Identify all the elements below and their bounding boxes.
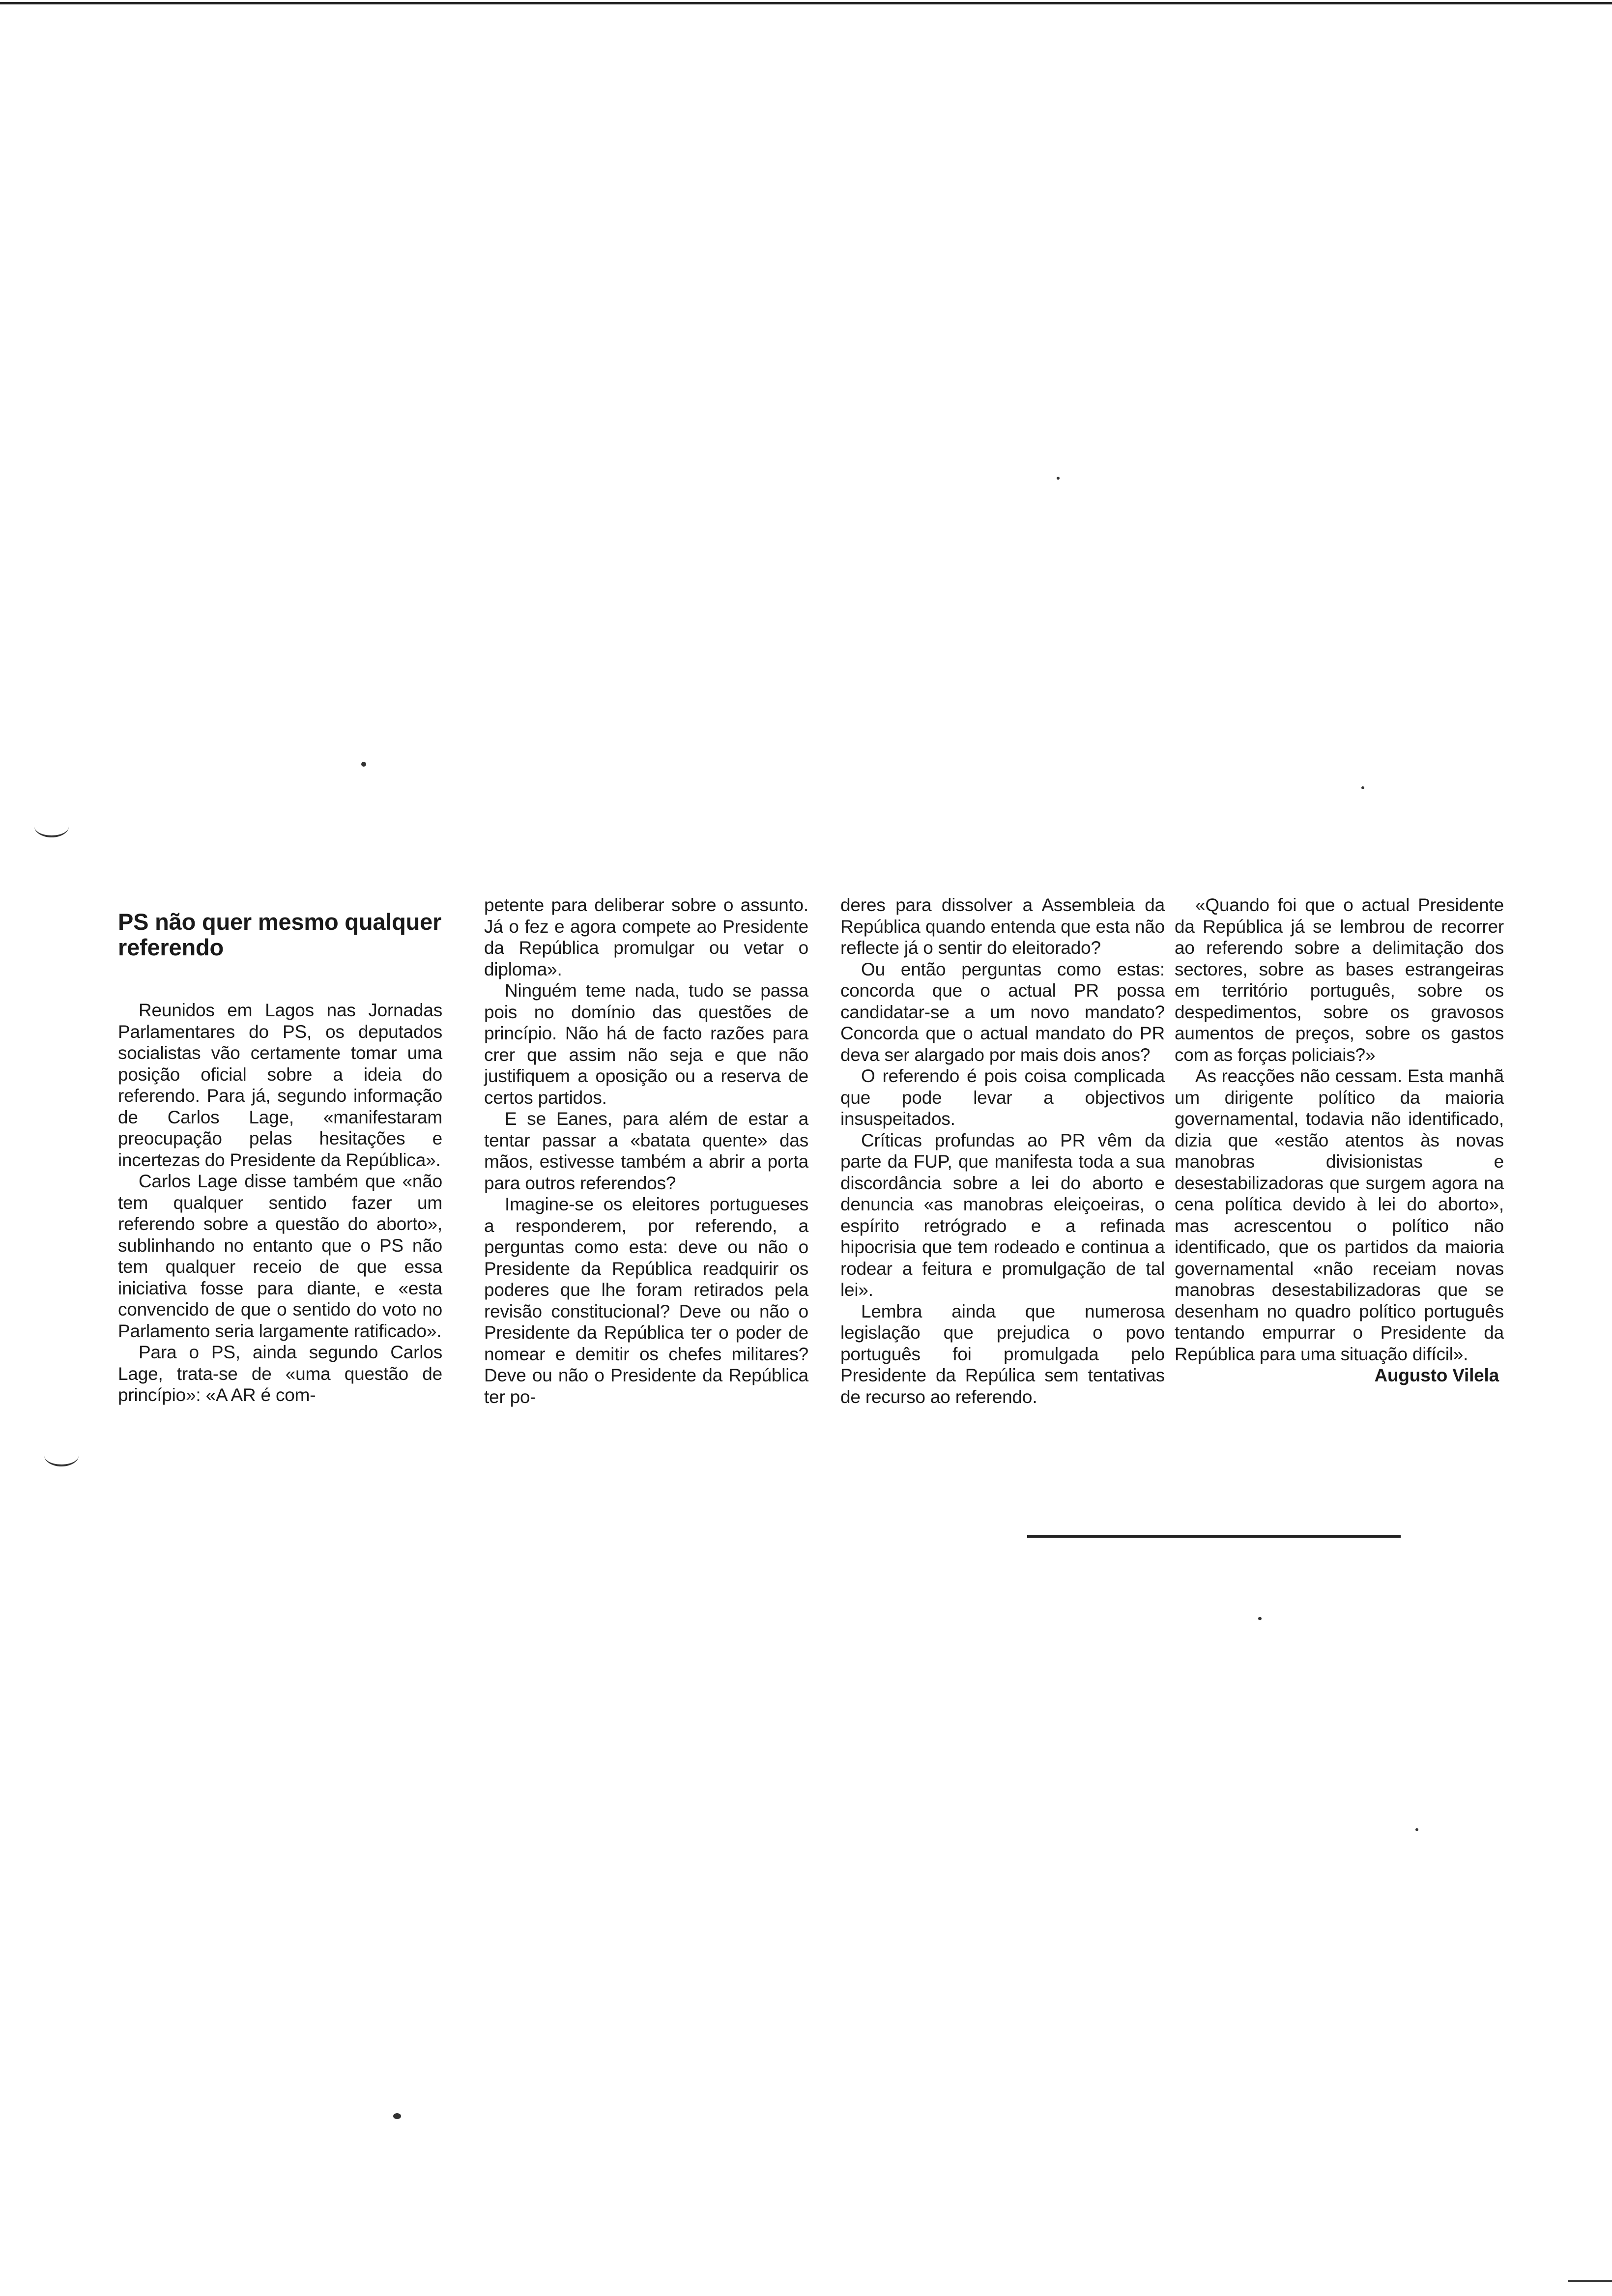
scan-speck	[1415, 1828, 1418, 1831]
article-paragraph: Ninguém teme nada, tudo se passa pois no domínio das questões de princípio. Não há de facto razões para crer que assim não seja e que não justifiquem a oposição ou a reserva de certos partidos.	[484, 980, 808, 1108]
margin-scan-mark	[34, 816, 69, 837]
article-column-3	[840, 894, 1165, 1407]
article-paragraph: As reacções não cessam. Esta manhã um dirigente político da maioria governamental, todavia não identificado, dizia que «estão atentos às novas manobras divisionistas e desestabilizadoras que surgem agora na cena política devido à lei do aborto», mas acrescentou o político não identificado, que os partidos da maioria governamental «não receiam novas manobras desestabilizadoras que se desenham no quadro político português tentando empurrar o Presidente da República para uma situação difícil».	[1175, 1066, 1504, 1364]
corner-scan-mark	[1568, 2280, 1612, 2282]
top-border-line	[0, 2, 1612, 4]
scan-speck	[393, 2113, 401, 2119]
article-column-1	[118, 894, 442, 1406]
article-paragraph: Imagine-se os eleitores portugueses a responderem, por referendo, a perguntas como esta: deve ou não o Presidente da República readquirir os poderes que lhe foram retirados pela revisão constitucional? Deve ou não o Presidente da República ter o poder de nomear e demitir os chefes militares? Deve ou não o Presidente da República ter po-	[484, 1194, 808, 1407]
article-column-4	[1175, 894, 1504, 1386]
article-byline: Augusto Vilela	[1374, 1365, 1499, 1385]
scan-speck	[1057, 477, 1060, 480]
article-paragraph: Lembra ainda que numerosa legislação que prejudica o povo português foi promulgada pelo Presidente da Repúlica sem tentativas de recurso ao referendo.	[840, 1301, 1165, 1407]
article-paragraph: deres para dissolver a Assembleia da República quando entenda que esta não reflecte já o sentir do eleitorado?	[840, 895, 1165, 958]
scan-speck	[1258, 1617, 1262, 1620]
article-column-2	[484, 894, 808, 1407]
article-paragraph: Críticas profundas ao PR vêm da parte da FUP, que manifesta toda a sua discordância sobre a lei do aborto e denuncia «as manobras eleiçoeiras, o espírito retrógrado e a refinada hipocrisia que tem rodeado e continua a rodear a feitura e promulgação de tal lei».	[840, 1130, 1165, 1300]
article-headline: PS não quer mesmo qualquer referendo	[118, 909, 442, 960]
margin-scan-mark	[44, 1445, 79, 1466]
article-paragraph: Carlos Lage disse também que «não tem qualquer sentido fazer um referendo sobre a questão do aborto», sublinhando no entanto que o PS não tem qualquer receio de que essa iniciativa fosse para diante, e «esta convencido de que o sentido do voto no Parlamento seria largamente ratificado».	[118, 1171, 442, 1341]
article-paragraph: petente para deliberar sobre o assunto. Já o fez e agora compete ao Presidente da República promulgar ou vetar o diploma».	[484, 895, 808, 979]
article-paragraph: E se Eanes, para além de estar a tentar passar a «batata quente» das mãos, estivesse também a abrir a porta para outros referendos?	[484, 1109, 808, 1193]
article-paragraph: O referendo é pois coisa complicada que pode levar a objectivos insuspeitados.	[840, 1066, 1165, 1129]
article-paragraph: «Quando foi que o actual Presidente da República já se lembrou de recorrer ao referendo sobre a delimitação dos sectores, sobre as bases estrangeiras em território português, sobre os despedimentos, sobre os gravosos aumentos de preços, sobre os gastos com as forças policiais?»	[1175, 895, 1504, 1065]
article-paragraph: Para o PS, ainda segundo Carlos Lage, trata-se de «uma questão de princípio»: «A AR é com-	[118, 1342, 442, 1405]
article-paragraph: Reunidos em Lagos nas Jornadas Parlamentares do PS, os deputados socialistas vão certamente tomar uma posição oficial sobre a ideia do referendo. Para já, segundo informação de Carlos Lage, «manifestaram preocupação pelas hesitações e incertezas do Presidente da República».	[118, 1000, 442, 1170]
scan-speck	[361, 762, 366, 767]
scan-speck	[1361, 786, 1364, 789]
article-paragraph: Ou então perguntas como estas: concorda que o actual PR possa candidatar-se a um novo mandato? Concorda que o actual mandato do PR deva ser alargado por mais dois anos?	[840, 959, 1165, 1065]
article-end-rule	[1027, 1535, 1401, 1538]
